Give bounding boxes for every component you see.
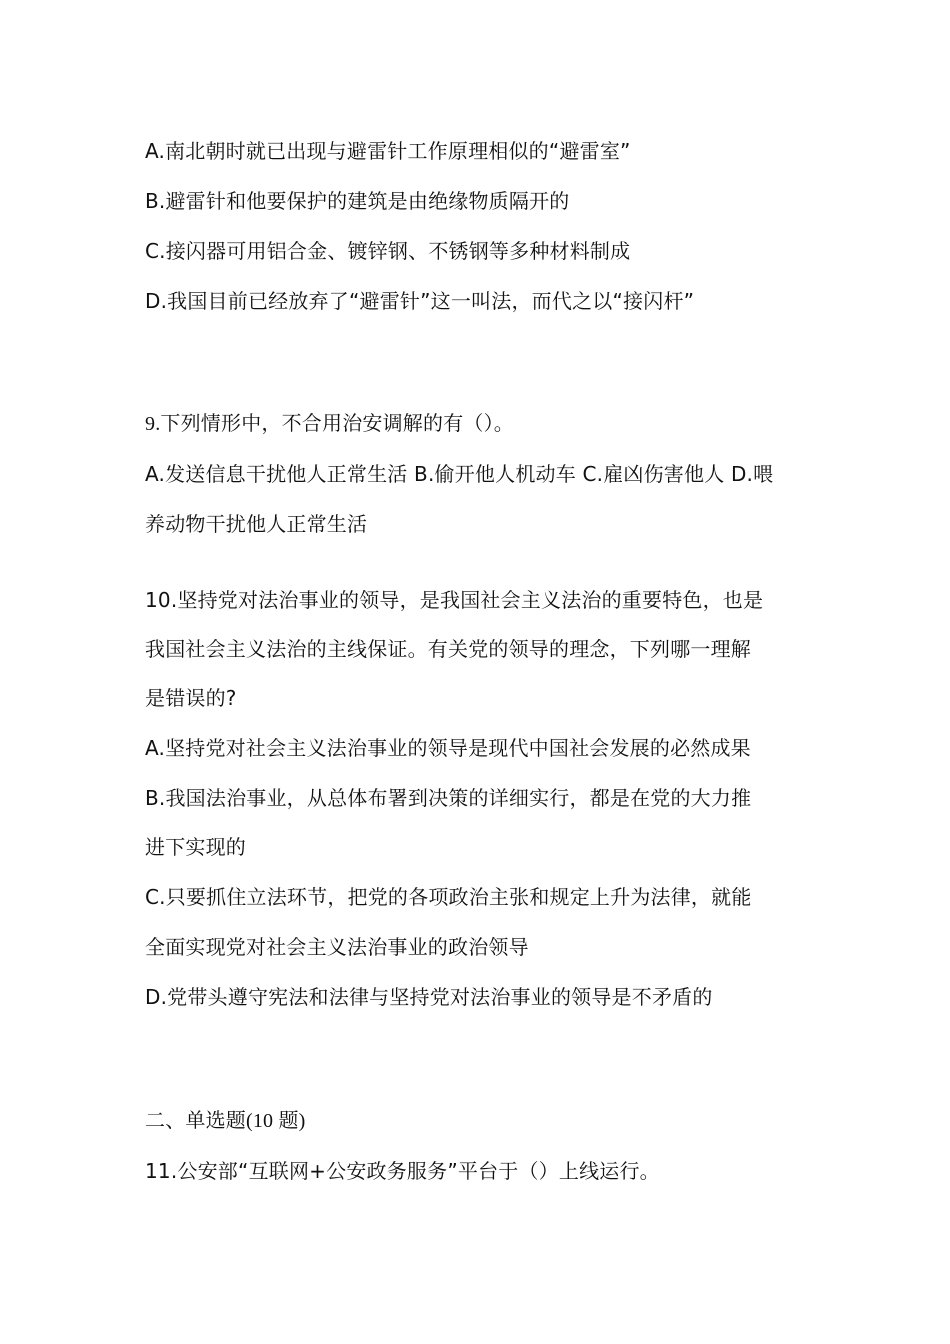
q8-option-d: D.我国目前已经放弃了“避雷针”这一叫法，而代之以“接闪杆” — [145, 289, 695, 313]
q8-option-b: B.避雷针和他要保护的建筑是由绝缘物质隔开的 — [145, 189, 570, 213]
q10-option-c-line-1: C.只要抓住立法环节，把党的各项政治主张和规定上升为法律，就能 — [145, 885, 752, 909]
q8-option-c: C.接闪器可用铝合金、镀锌钢、不锈钢等多种材料制成 — [145, 239, 631, 263]
q9-stem: 9.下列情形中，不合用治安调解的有（）。 — [145, 413, 514, 435]
q9-options-line-1: A.发送信息干扰他人正常生活 B.偷开他人机动车 C.雇凶伤害他人 D.喂 — [145, 462, 774, 486]
q9-options-line-2: 养动物干扰他人正常生活 — [145, 512, 368, 536]
q10-stem-line-3: 是错误的? — [145, 686, 237, 710]
q11-stem: 11.公安部“互联网+公安政务服务”平台于（）上线运行。 — [145, 1159, 660, 1183]
q8-option-a: A.南北朝时就已出现与避雷针工作原理相似的“避雷室” — [145, 139, 631, 163]
q10-option-d: D.党带头遵守宪法和法律与坚持党对法治事业的领导是不矛盾的 — [145, 985, 713, 1009]
section-heading: 二、单选题(10 题) — [145, 1110, 306, 1132]
q10-option-a: A.坚持党对社会主义法治事业的领导是现代中国社会发展的必然成果 — [145, 736, 751, 760]
q10-stem-line-1: 10.坚持党对法治事业的领导，是我国社会主义法治的重要特色，也是 — [145, 588, 764, 612]
q10-stem-line-2: 我国社会主义法治的主线保证。有关党的领导的理念，下列哪一理解 — [145, 637, 751, 661]
q10-option-b-line-2: 进下实现的 — [145, 835, 246, 859]
q10-option-c-line-2: 全面实现党对社会主义法治事业的政治领导 — [145, 935, 529, 959]
q10-option-b-line-1: B.我国法治事业，从总体布署到决策的详细实行，都是在党的大力推 — [145, 786, 752, 810]
